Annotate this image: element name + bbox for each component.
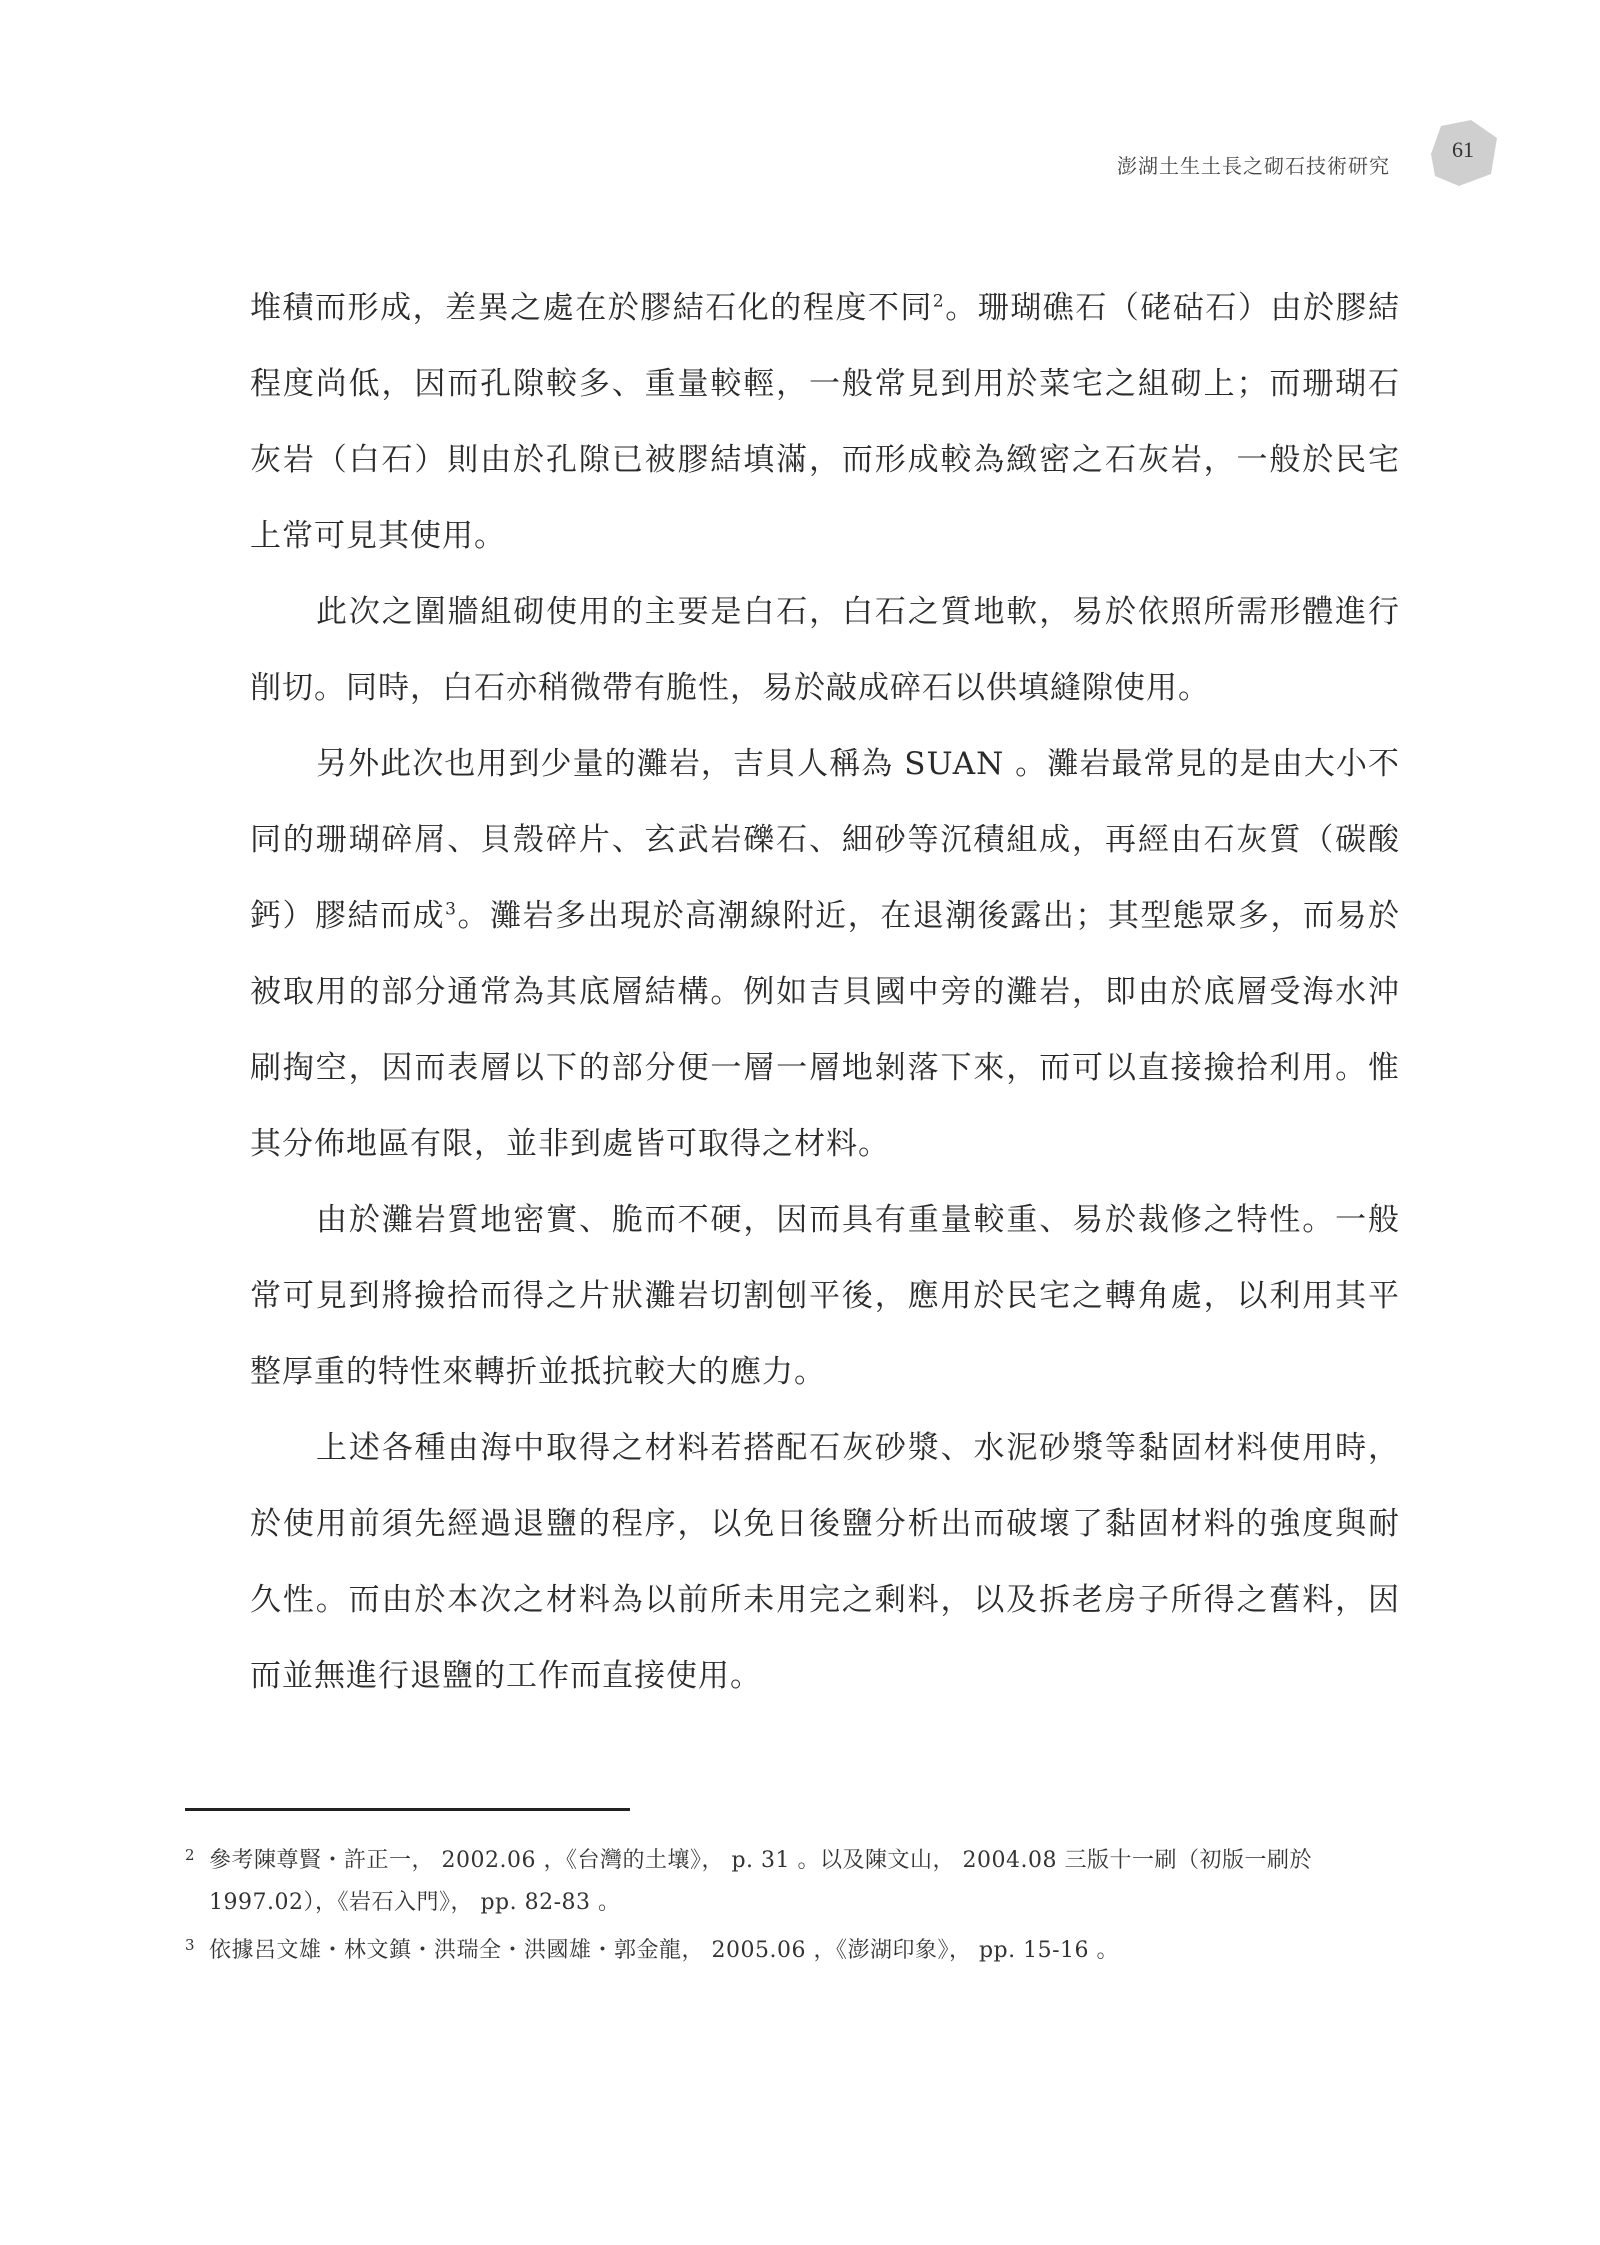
footnote-2 xyxy=(185,1840,1400,1924)
footnote-3-text: 依據呂文雄・林文鎮・洪瑞全・洪國雄・郭金龍， 2005.06 ，《澎湖印象》， pp. 15-16 。 xyxy=(209,1938,1120,1963)
page-number-badge xyxy=(1425,118,1501,188)
paragraph-1-part-2: 。珊瑚礁石（硓𥑮石）由於膠結程度尚低，因而孔隙較多、重量較輕，一般常見到用於菜宅之組砌上；而珊瑚石灰岩（白石）則由於孔隙已被膠結填滿，而形成較為緻密之石灰岩，一般於民宅上常可見其使用。 xyxy=(250,290,1401,554)
page-number: 61 xyxy=(1452,137,1474,162)
paragraph-1-part-1: 堆積而形成，差異之處在於膠結石化的程度不同 xyxy=(250,290,933,326)
footnote-2-mark: 2 xyxy=(185,1846,196,1864)
paragraph-4: 由於灘岩質地密實、脆而不硬，因而具有重量較重、易於裁修之特性。一般常可見到將撿拾而得之片狀灘岩切割刨平後，應用於民宅之轉角處，以利用其平整厚重的特性來轉折並抵抗較大的應力。 xyxy=(250,1202,1400,1390)
paragraph-3-part-1: 另外此次也用到少量的灘岩，吉貝人稱為 SUAN 。灘岩最常見的是由大小不同的珊瑚碎屑、貝殼碎片、玄武岩礫石、細砂等沉積組成，再經由石灰質（碳酸鈣）膠結而成 xyxy=(250,746,1400,934)
running-header: 澎湖土生土長之砌石技術研究 xyxy=(1117,154,1390,178)
paragraph-1 xyxy=(250,270,1400,574)
footnotes xyxy=(185,1840,1400,1978)
paragraph-3-part-2: 。灘岩多出現於高潮線附近，在退潮後露出；其型態眾多，而易於被取用的部分通常為其底層結構。例如吉貝國中旁的灘岩，即由於底層受海水沖刷掏空，因而表層以下的部分便一層一層地剝落下來，而可以直接撿拾利用。惟其分佈地區有限，並非到處皆可取得之材料。 xyxy=(250,898,1401,1162)
body-text xyxy=(250,270,1400,1714)
paragraph-5: 上述各種由海中取得之材料若搭配石灰砂漿、水泥砂漿等黏固材料使用時，於使用前須先經過退鹽的程序，以免日後鹽分析出而破壞了黏固材料的強度與耐久性。而由於本次之材料為以前所未用完之剩料，以及拆老房子所得之舊料，因而並無進行退鹽的工作而直接使用。 xyxy=(250,1430,1400,1694)
footnote-ref-3[interactable]: 3 xyxy=(445,899,457,920)
footnote-2-text: 參考陳尊賢・許正一， 2002.06 ，《台灣的土壤》， p. 31 。以及陳文山， 2004.08 三版十一刷（初版一刷於 1997.02），《岩石入門》， pp. 82-83 。 xyxy=(209,1848,1312,1915)
footnote-divider xyxy=(185,1808,630,1811)
paragraph-2: 此次之圍牆組砌使用的主要是白石，白石之質地軟，易於依照所需形體進行削切。同時，白石亦稍微帶有脆性，易於敲成碎石以供填縫隙使用。 xyxy=(250,594,1400,706)
footnote-3-mark: 3 xyxy=(185,1936,196,1954)
footnote-ref-2[interactable]: 2 xyxy=(932,291,945,312)
footnote-3 xyxy=(185,1930,1400,1972)
paragraph-3 xyxy=(250,726,1400,1182)
